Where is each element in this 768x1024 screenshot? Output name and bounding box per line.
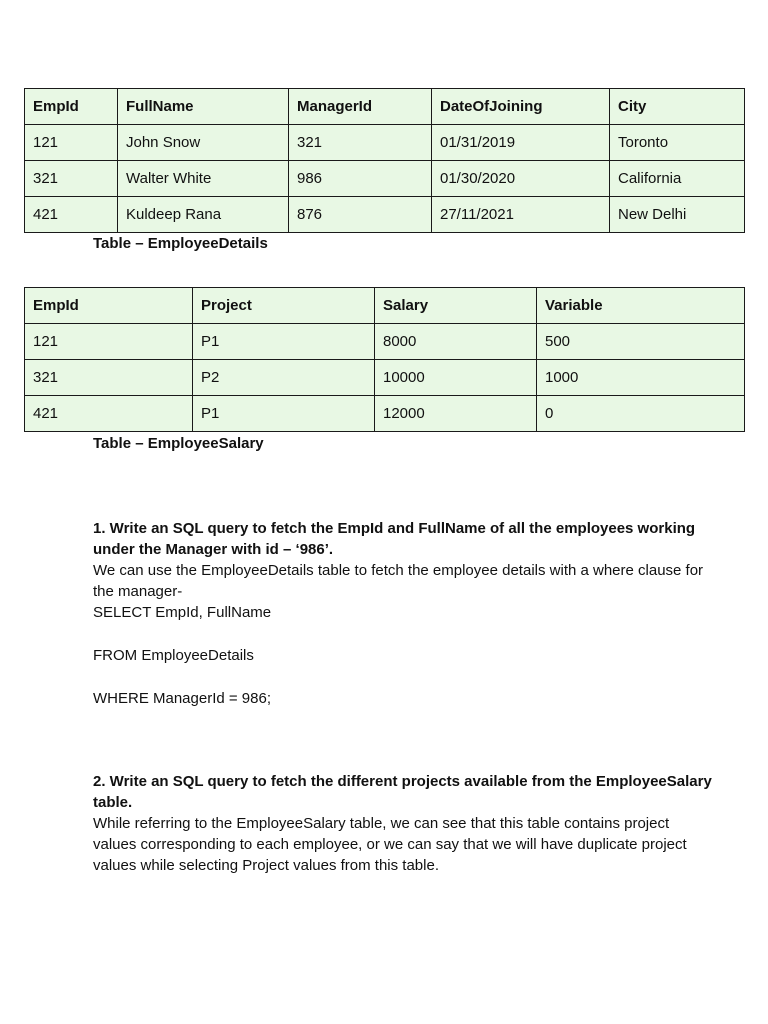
sql-where-line: WHERE ManagerId = 986; (93, 690, 272, 707)
column-header: EmpId (25, 288, 193, 324)
question-text: 2. Write an SQL query to fetch the different projects available from the EmployeeSalary table. (93, 773, 712, 811)
table-cell: Walter White (118, 161, 289, 197)
table-header-row (25, 89, 745, 125)
table-cell: 321 (25, 161, 118, 197)
question-block-2 (93, 771, 713, 876)
table-cell: 321 (25, 360, 193, 396)
question-text: 1. Write an SQL query to fetch the EmpId and FullName of all the employees working under the Manager with id – ‘986’. (93, 520, 696, 558)
column-header: ManagerId (289, 89, 432, 125)
table-row (25, 197, 745, 233)
column-header: Salary (375, 288, 537, 324)
table-cell: 27/11/2021 (432, 197, 610, 233)
table-cell: 10000 (375, 360, 537, 396)
table-cell: 01/31/2019 (432, 125, 610, 161)
table-row (25, 360, 745, 396)
table-cell: 0 (537, 396, 745, 432)
table-row (25, 396, 745, 432)
column-header: City (610, 89, 745, 125)
table-cell: John Snow (118, 125, 289, 161)
table-cell: Kuldeep Rana (118, 197, 289, 233)
table-header-row (25, 288, 745, 324)
employee-details-table (24, 88, 745, 233)
table-cell: 121 (25, 324, 193, 360)
table-cell: 421 (25, 197, 118, 233)
sql-from-line: FROM EmployeeDetails (93, 647, 254, 664)
employee-salary-table (24, 287, 745, 432)
sql-select-line: SELECT EmpId, FullName (93, 604, 272, 621)
table-cell: 8000 (375, 324, 537, 360)
column-header: DateOfJoining (432, 89, 610, 125)
table-cell: 12000 (375, 396, 537, 432)
column-header: Variable (537, 288, 745, 324)
table-cell: 321 (289, 125, 432, 161)
column-header: FullName (118, 89, 289, 125)
table-cell: Toronto (610, 125, 745, 161)
employee-salary-caption: Table – EmployeeSalary (93, 435, 264, 452)
table-row (25, 161, 745, 197)
table-row (25, 324, 745, 360)
table-cell: 1000 (537, 360, 745, 396)
table-cell: P1 (193, 396, 375, 432)
question-block-1 (93, 518, 713, 709)
column-header: Project (193, 288, 375, 324)
table-cell: P1 (193, 324, 375, 360)
table-cell: 986 (289, 161, 432, 197)
table-cell: 01/30/2020 (432, 161, 610, 197)
table-cell: 500 (537, 324, 745, 360)
table-cell: New Delhi (610, 197, 745, 233)
table-cell: California (610, 161, 745, 197)
table-cell: 121 (25, 125, 118, 161)
answer-text: We can use the EmployeeDetails table to fetch the employee details with a where clause for the manager- (93, 562, 704, 600)
table-row (25, 125, 745, 161)
table-cell: 876 (289, 197, 432, 233)
employee-details-caption: Table – EmployeeDetails (93, 235, 268, 252)
answer-text: While referring to the EmployeeSalary table, we can see that this table contains project values corresponding to each employee, or we can say that we will have duplicate project values while selecting Project values from this table. (93, 815, 687, 874)
column-header: EmpId (25, 89, 118, 125)
table-cell: P2 (193, 360, 375, 396)
table-cell: 421 (25, 396, 193, 432)
